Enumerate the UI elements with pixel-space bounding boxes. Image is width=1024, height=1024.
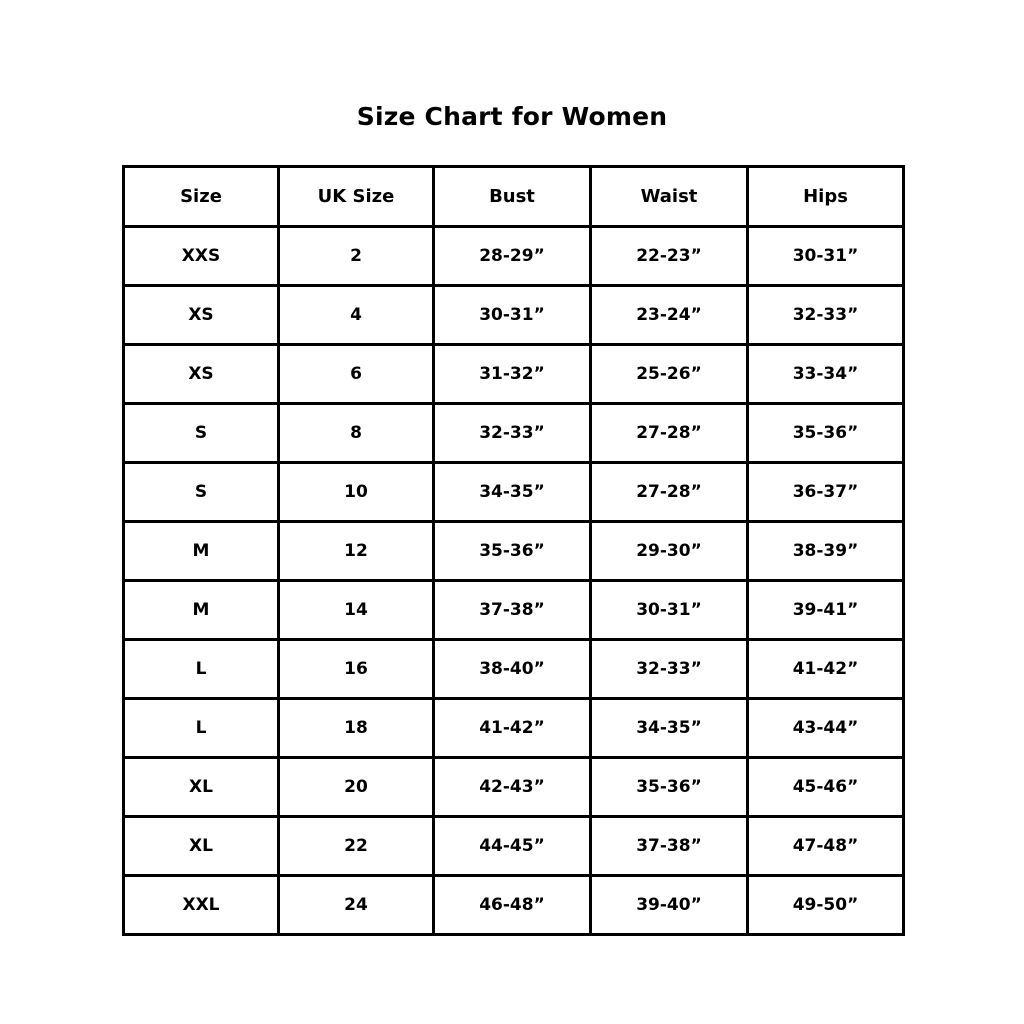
cell-size: L [124,699,279,758]
table-row [124,758,904,817]
table-row [124,817,904,876]
size-chart-table [122,165,905,936]
cell-uk: 24 [279,876,434,935]
cell-waist: 22-23” [591,227,748,286]
cell-hips: 45-46” [748,758,904,817]
column-header-hips: Hips [748,167,904,227]
table-row [124,522,904,581]
column-header-waist: Waist [591,167,748,227]
column-header-size: Size [124,167,279,227]
cell-hips: 30-31” [748,227,904,286]
table-row [124,404,904,463]
table-header-row [124,167,904,227]
cell-size: S [124,463,279,522]
cell-waist: 35-36” [591,758,748,817]
cell-uk: 10 [279,463,434,522]
cell-bust: 44-45” [434,817,591,876]
cell-waist: 37-38” [591,817,748,876]
cell-bust: 34-35” [434,463,591,522]
cell-bust: 46-48” [434,876,591,935]
cell-bust: 28-29” [434,227,591,286]
cell-size: XL [124,758,279,817]
cell-waist: 39-40” [591,876,748,935]
cell-hips: 36-37” [748,463,904,522]
cell-hips: 39-41” [748,581,904,640]
cell-hips: 35-36” [748,404,904,463]
cell-uk: 2 [279,227,434,286]
cell-uk: 8 [279,404,434,463]
cell-hips: 33-34” [748,345,904,404]
table-row [124,581,904,640]
size-table-container [122,165,902,936]
cell-uk: 18 [279,699,434,758]
table-row [124,876,904,935]
cell-waist: 32-33” [591,640,748,699]
cell-bust: 38-40” [434,640,591,699]
cell-waist: 27-28” [591,463,748,522]
cell-waist: 23-24” [591,286,748,345]
cell-bust: 37-38” [434,581,591,640]
cell-uk: 6 [279,345,434,404]
cell-hips: 38-39” [748,522,904,581]
cell-hips: 47-48” [748,817,904,876]
cell-waist: 25-26” [591,345,748,404]
cell-uk: 22 [279,817,434,876]
cell-hips: 43-44” [748,699,904,758]
cell-bust: 31-32” [434,345,591,404]
cell-size: M [124,522,279,581]
cell-waist: 30-31” [591,581,748,640]
table-row [124,227,904,286]
table-row [124,699,904,758]
cell-waist: 29-30” [591,522,748,581]
cell-uk: 12 [279,522,434,581]
cell-size: L [124,640,279,699]
cell-uk: 4 [279,286,434,345]
column-header-uk-size: UK Size [279,167,434,227]
cell-size: M [124,581,279,640]
cell-bust: 41-42” [434,699,591,758]
cell-size: XS [124,286,279,345]
cell-bust: 32-33” [434,404,591,463]
cell-size: XS [124,345,279,404]
table-row [124,286,904,345]
cell-uk: 16 [279,640,434,699]
page-title: Size Chart for Women [356,102,668,131]
cell-bust: 30-31” [434,286,591,345]
cell-size: XXL [124,876,279,935]
cell-hips: 41-42” [748,640,904,699]
cell-size: XXS [124,227,279,286]
table-row [124,640,904,699]
cell-waist: 27-28” [591,404,748,463]
cell-uk: 20 [279,758,434,817]
table-row [124,345,904,404]
table-row [124,463,904,522]
column-header-bust: Bust [434,167,591,227]
cell-hips: 32-33” [748,286,904,345]
cell-size: S [124,404,279,463]
cell-uk: 14 [279,581,434,640]
cell-bust: 35-36” [434,522,591,581]
cell-hips: 49-50” [748,876,904,935]
cell-bust: 42-43” [434,758,591,817]
cell-size: XL [124,817,279,876]
cell-waist: 34-35” [591,699,748,758]
